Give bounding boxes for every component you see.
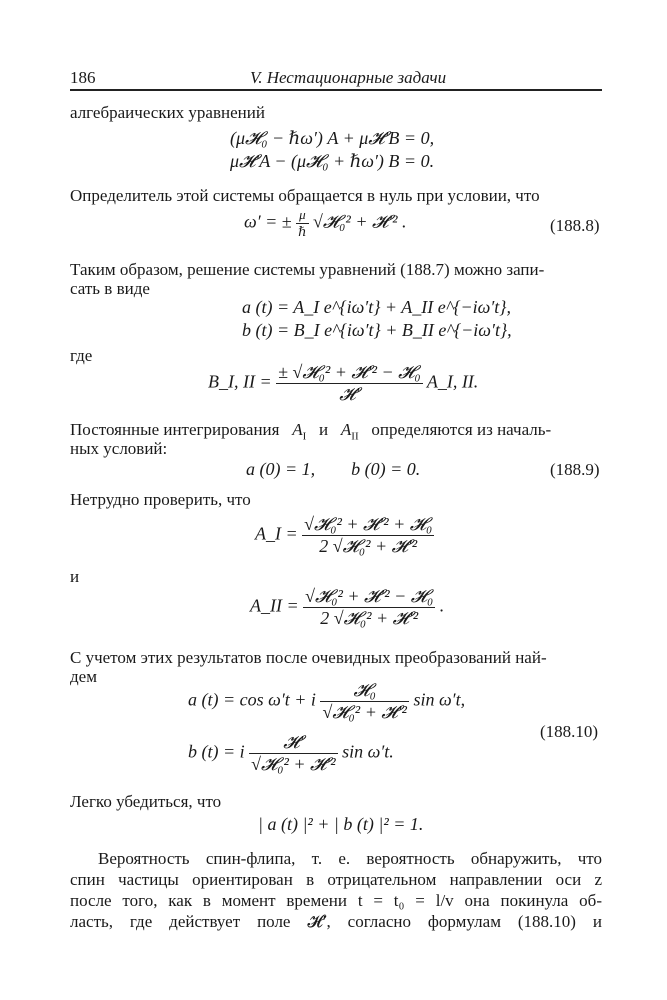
a-t-fraction — [320, 680, 409, 723]
A-II-end: . — [439, 595, 445, 616]
paragraph-text: сать в виде — [70, 279, 150, 298]
paragraph-text: после того, как в момент времени t = t₀ = l/v она покинула об- — [70, 891, 602, 910]
B-rhs: A_I, II. — [426, 371, 479, 392]
running-title: V. Нестационарные задачи — [250, 68, 447, 87]
b-t-fraction — [249, 732, 338, 775]
paragraph-text: Таким образом, решение системы уравнений (188.7) можно запи- — [70, 260, 545, 279]
symbol-A: A — [292, 420, 303, 439]
fraction-denominator: ℏ — [298, 224, 307, 239]
fraction-denominator: 2 √𝓗₀² + 𝓗′² — [303, 607, 435, 629]
symbol-subscript: II — [351, 430, 359, 443]
fraction-numerator: μ — [299, 207, 306, 222]
equation-normalization: | a (t) |² + | b (t) |² = 1. — [258, 814, 424, 834]
paragraph-text: ных условий: — [70, 439, 168, 458]
fraction-numerator: √𝓗₀² + 𝓗′² − 𝓗₀ — [305, 586, 434, 606]
page-number: 186 — [70, 68, 96, 87]
A-II-lhs: A_II = — [250, 595, 299, 616]
paragraph-text: и — [70, 567, 80, 586]
A-II-fraction — [303, 586, 435, 629]
fraction-numerator: ± √𝓗₀² + 𝓗′² − 𝓗₀ — [278, 362, 421, 382]
paragraph-text: Постоянные интегрирования — [70, 420, 280, 439]
paragraph-text: Вероятность спин-флипа, т. е. вероятность обнаружить, что — [98, 849, 602, 868]
A-I-lhs: A_I = — [255, 523, 298, 544]
equation-system-line-1: (μ𝓗₀ − ℏω′) A + μ𝓗′B = 0, — [230, 128, 435, 148]
equation-initial-conditions: a (0) = 1, b (0) = 0. — [246, 459, 421, 479]
equation-B — [208, 362, 478, 405]
symbol-A: A — [340, 420, 352, 439]
paragraph-text: где — [70, 346, 93, 365]
omega-lhs: ω′ = ± — [244, 211, 292, 232]
header-rule — [70, 89, 602, 91]
equation-A-II — [250, 586, 444, 629]
paragraph-text: дем — [70, 667, 97, 686]
fraction-numerator: 𝓗′ — [283, 732, 304, 752]
equation-number: (188.8) — [550, 216, 600, 235]
B-lhs: B_I, II = — [208, 371, 272, 392]
omega-root: √𝓗₀² + 𝓗′² . — [313, 211, 407, 232]
a-t-end: sin ω′t, — [413, 689, 466, 710]
equation-system-line-2: μ𝓗′A − (μ𝓗₀ + ℏω′) B = 0. — [230, 151, 435, 171]
equation-a-t-final — [188, 680, 465, 723]
b-t-end: sin ω′t. — [342, 741, 394, 762]
equation-number: (188.9) — [550, 460, 600, 479]
equation-number: (188.10) — [540, 722, 599, 741]
fraction-denominator: √𝓗₀² + 𝓗′² — [322, 702, 407, 722]
fraction-numerator: 𝓗₀ — [353, 680, 376, 700]
paragraph-text: спин частицы ориентирован в отрицательном направлении оси z — [70, 870, 602, 889]
equation-omega — [244, 207, 407, 240]
paragraph-text: Нетрудно проверить, что — [70, 490, 251, 509]
paragraph-text: алгебраических уравнений — [70, 103, 265, 122]
symbol-subscript: I — [302, 430, 307, 443]
paragraph-text: Определитель этой системы обращается в нуль при условии, что — [70, 186, 540, 205]
b-t-lhs: b (t) = i — [188, 741, 245, 762]
paragraph-text: и — [319, 420, 329, 439]
equation-A-I — [255, 514, 434, 557]
B-fraction — [276, 362, 423, 405]
fraction-denominator: √𝓗₀² + 𝓗′² — [251, 754, 336, 774]
equation-b-t: b (t) = B_I e^{iω′t} + B_II e^{−iω′t}, — [242, 320, 512, 340]
paragraph-text: определяются из началь- — [371, 420, 552, 439]
fraction-numerator: √𝓗₀² + 𝓗′² + 𝓗₀ — [304, 514, 433, 534]
mu-over-hbar-fraction — [296, 207, 308, 240]
paragraph-text: Легко убедиться, что — [70, 792, 222, 811]
A-I-fraction — [302, 514, 434, 557]
equation-a-t: a (t) = A_I e^{iω′t} + A_II e^{−iω′t}, — [242, 297, 512, 317]
paragraph-text: ласть, где действует поле 𝓗′, согласно формулам (188.10) и — [70, 912, 602, 931]
a-t-lhs: a (t) = cos ω′t + i — [188, 689, 316, 710]
equation-b-t-final — [188, 732, 394, 775]
paragraph-text: С учетом этих результатов после очевидных преобразований най- — [70, 648, 547, 667]
fraction-denominator: 2 √𝓗₀² + 𝓗′² — [302, 535, 434, 557]
fraction-denominator: 𝓗′ — [276, 383, 423, 405]
